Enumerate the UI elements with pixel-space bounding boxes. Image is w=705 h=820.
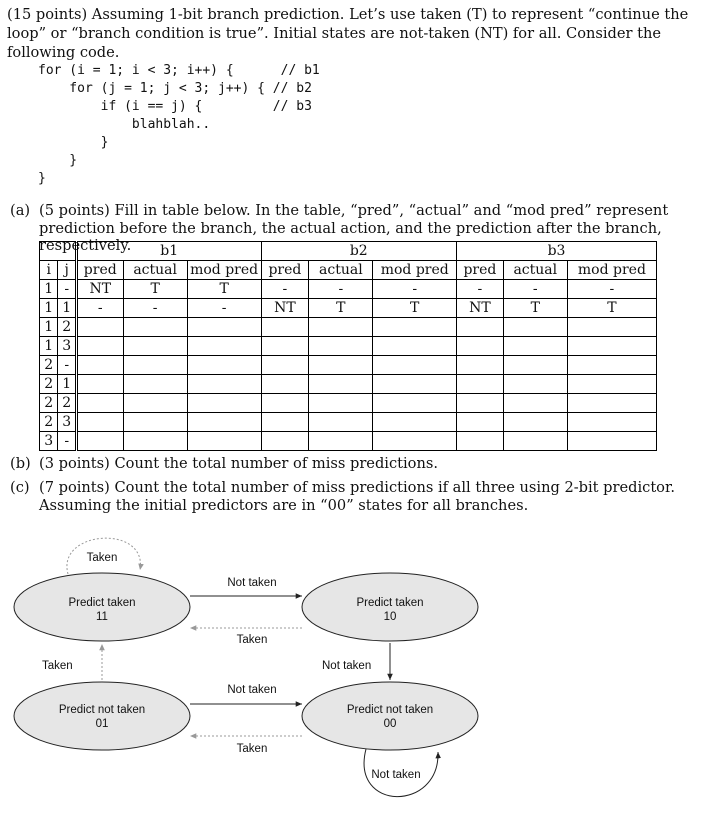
table-cell[interactable] bbox=[373, 432, 457, 451]
table-cell[interactable]: - bbox=[309, 280, 373, 299]
table-cell[interactable] bbox=[261, 318, 309, 337]
table-cell[interactable]: NT bbox=[76, 280, 123, 299]
self-loop-11-label: Taken bbox=[86, 552, 118, 564]
column-header: j bbox=[58, 261, 76, 280]
table-cell[interactable]: - bbox=[457, 280, 504, 299]
table-row bbox=[40, 299, 657, 318]
table-cell[interactable] bbox=[503, 432, 567, 451]
column-header: actual bbox=[123, 261, 187, 280]
index-cell: 2 bbox=[58, 318, 76, 337]
table-cell[interactable] bbox=[123, 356, 187, 375]
state-11-title: Predict taken bbox=[68, 597, 136, 609]
column-header: actual bbox=[309, 261, 373, 280]
table-cell[interactable] bbox=[187, 375, 261, 394]
table-cell[interactable] bbox=[76, 413, 123, 432]
table-cell[interactable] bbox=[457, 356, 504, 375]
table-cell[interactable] bbox=[187, 318, 261, 337]
table-cell[interactable] bbox=[503, 413, 567, 432]
table-cell[interactable] bbox=[567, 413, 656, 432]
state-01-ellipse bbox=[14, 682, 190, 750]
table-row bbox=[40, 356, 657, 375]
table-cell[interactable] bbox=[567, 337, 656, 356]
index-cell: 1 bbox=[40, 280, 58, 299]
group-header: b2 bbox=[261, 242, 457, 261]
table-cell[interactable] bbox=[567, 318, 656, 337]
code-line: } bbox=[38, 135, 109, 150]
column-header: pred bbox=[261, 261, 309, 280]
table-cell[interactable] bbox=[567, 375, 656, 394]
table-cell[interactable] bbox=[187, 356, 261, 375]
column-header: mod pred bbox=[187, 261, 261, 280]
transition-00-to-01-label: Taken bbox=[236, 743, 268, 755]
table-cell[interactable]: - bbox=[261, 280, 309, 299]
index-cell: - bbox=[58, 432, 76, 451]
index-cell: - bbox=[58, 280, 76, 299]
index-cell: 3 bbox=[40, 432, 58, 451]
state-00-title: Predict not taken bbox=[346, 704, 434, 716]
code-line: for (i = 1; i < 3; i++) { // b1 bbox=[38, 63, 320, 78]
table-row bbox=[40, 318, 657, 337]
table-cell[interactable] bbox=[123, 394, 187, 413]
table-cell[interactable] bbox=[261, 356, 309, 375]
table-cell[interactable] bbox=[457, 432, 504, 451]
table-cell[interactable] bbox=[76, 337, 123, 356]
index-cell: 2 bbox=[58, 394, 76, 413]
problem-intro: (15 points) Assuming 1-bit branch prediction. Let’s use taken (T) to represent “continue the loop” or “branch condition is true”. Initial states are not-taken (NT) for all. Consider the following code. bbox=[7, 6, 689, 61]
table-cell[interactable] bbox=[187, 432, 261, 451]
table-cell[interactable] bbox=[503, 375, 567, 394]
index-cell: 1 bbox=[40, 318, 58, 337]
code-block bbox=[38, 62, 320, 188]
state-diagram bbox=[0, 530, 705, 820]
table-cell[interactable] bbox=[309, 356, 373, 375]
table-cell[interactable] bbox=[261, 413, 309, 432]
table-cell[interactable]: T bbox=[503, 299, 567, 318]
index-cell: 3 bbox=[58, 413, 76, 432]
table-cell[interactable]: T bbox=[567, 299, 656, 318]
table-cell[interactable] bbox=[261, 375, 309, 394]
table-cell[interactable] bbox=[567, 432, 656, 451]
code-line: if (i == j) { // b3 bbox=[38, 99, 312, 114]
group-header: b1 bbox=[76, 242, 261, 261]
part-b-text: (3 points) Count the total number of miss predictions. bbox=[39, 455, 438, 472]
table-cell[interactable] bbox=[76, 356, 123, 375]
column-header: i bbox=[40, 261, 58, 280]
table-cell[interactable]: - bbox=[503, 280, 567, 299]
table-row bbox=[40, 394, 657, 413]
table-cell[interactable] bbox=[503, 318, 567, 337]
table-cell[interactable] bbox=[123, 432, 187, 451]
state-01-title: Predict not taken bbox=[58, 704, 146, 716]
table-row bbox=[40, 280, 657, 299]
part-a-label: (a) bbox=[10, 202, 31, 219]
table-cell[interactable]: NT bbox=[457, 299, 504, 318]
part-a-text: (5 points) Fill in table below. In the table, “pred”, “actual” and “mod pred” represent prediction before the branch, the actual action, and the prediction after the branch, respectively. bbox=[39, 202, 669, 254]
table-cell[interactable]: T bbox=[187, 280, 261, 299]
table-cell[interactable] bbox=[373, 337, 457, 356]
table-cell[interactable] bbox=[457, 413, 504, 432]
table-cell[interactable] bbox=[567, 394, 656, 413]
table-cell[interactable] bbox=[123, 413, 187, 432]
table-cell[interactable] bbox=[187, 337, 261, 356]
table-cell[interactable]: - bbox=[373, 280, 457, 299]
state-10-title: Predict taken bbox=[356, 597, 424, 609]
table-cell[interactable] bbox=[187, 413, 261, 432]
table-cell[interactable] bbox=[309, 318, 373, 337]
table-cell[interactable] bbox=[373, 413, 457, 432]
part-c-label: (c) bbox=[10, 479, 30, 496]
table-cell[interactable]: T bbox=[373, 299, 457, 318]
code-line: } bbox=[38, 171, 46, 186]
column-header: pred bbox=[76, 261, 123, 280]
index-cell: 1 bbox=[40, 299, 58, 318]
index-cell: 1 bbox=[58, 299, 76, 318]
table-cell[interactable] bbox=[309, 337, 373, 356]
column-header: mod pred bbox=[373, 261, 457, 280]
group-header-row bbox=[40, 242, 657, 261]
table-cell[interactable] bbox=[76, 432, 123, 451]
table-cell[interactable]: T bbox=[123, 280, 187, 299]
table-cell[interactable] bbox=[567, 356, 656, 375]
table-cell[interactable] bbox=[76, 375, 123, 394]
table-row bbox=[40, 432, 657, 451]
table-cell[interactable] bbox=[373, 318, 457, 337]
column-header: mod pred bbox=[567, 261, 656, 280]
table-cell[interactable] bbox=[123, 337, 187, 356]
table-row bbox=[40, 413, 657, 432]
table-cell[interactable]: - bbox=[187, 299, 261, 318]
index-cell: 3 bbox=[58, 337, 76, 356]
table-cell[interactable] bbox=[373, 356, 457, 375]
index-cell: - bbox=[58, 356, 76, 375]
table-cell[interactable]: - bbox=[567, 280, 656, 299]
transition-10-to-00-label: Not taken bbox=[322, 660, 372, 672]
index-cell: 1 bbox=[40, 337, 58, 356]
code-line: blahblah.. bbox=[38, 117, 211, 132]
state-00-code: 00 bbox=[383, 718, 397, 730]
table-cell[interactable] bbox=[457, 375, 504, 394]
table-cell[interactable] bbox=[76, 318, 123, 337]
table-cell[interactable] bbox=[187, 394, 261, 413]
transition-11-to-10-label: Not taken bbox=[227, 577, 277, 589]
transition-01-to-00-label: Not taken bbox=[227, 684, 277, 696]
prediction-table bbox=[39, 241, 657, 451]
table-cell[interactable] bbox=[123, 318, 187, 337]
table-cell[interactable] bbox=[503, 337, 567, 356]
self-loop-00-label: Not taken bbox=[371, 769, 421, 781]
table-cell[interactable] bbox=[309, 413, 373, 432]
table-cell[interactable]: NT bbox=[261, 299, 309, 318]
table-cell[interactable] bbox=[123, 375, 187, 394]
table-cell[interactable] bbox=[261, 337, 309, 356]
table-cell[interactable]: - bbox=[123, 299, 187, 318]
index-cell: 2 bbox=[40, 394, 58, 413]
code-line: } bbox=[38, 153, 78, 168]
table-cell[interactable] bbox=[309, 394, 373, 413]
table-cell[interactable]: T bbox=[309, 299, 373, 318]
part-c-text: (7 points) Count the total number of miss predictions if all three using 2-bit predictor. Assuming the initial predictors are in “00” states for all branches. bbox=[39, 479, 675, 514]
table-cell[interactable] bbox=[309, 432, 373, 451]
table-cell[interactable] bbox=[457, 318, 504, 337]
column-header: actual bbox=[503, 261, 567, 280]
part-b-label: (b) bbox=[10, 455, 31, 472]
column-header: pred bbox=[457, 261, 504, 280]
transition-01-to-11-label: Taken bbox=[42, 660, 73, 672]
table-cell[interactable] bbox=[76, 394, 123, 413]
table-cell[interactable] bbox=[373, 375, 457, 394]
code-line: for (j = 1; j < 3; j++) { // b2 bbox=[38, 81, 312, 96]
index-cell: 2 bbox=[40, 356, 58, 375]
blank-header-cell bbox=[40, 242, 77, 261]
state-01-code: 01 bbox=[95, 718, 109, 730]
transition-10-to-11-label: Taken bbox=[236, 634, 268, 646]
group-header: b3 bbox=[457, 242, 657, 261]
column-header-row bbox=[40, 261, 657, 280]
table-cell[interactable] bbox=[503, 394, 567, 413]
table-cell[interactable] bbox=[503, 356, 567, 375]
table-cell[interactable] bbox=[373, 394, 457, 413]
table-cell[interactable]: - bbox=[76, 299, 123, 318]
state-00-ellipse bbox=[302, 682, 478, 750]
table-cell[interactable] bbox=[309, 375, 373, 394]
index-cell: 2 bbox=[40, 375, 58, 394]
table-row bbox=[40, 375, 657, 394]
state-11-code: 11 bbox=[96, 611, 108, 623]
table-cell[interactable] bbox=[261, 432, 309, 451]
table-cell[interactable] bbox=[261, 394, 309, 413]
table-row bbox=[40, 337, 657, 356]
index-cell: 1 bbox=[58, 375, 76, 394]
table-cell[interactable] bbox=[457, 337, 504, 356]
index-cell: 2 bbox=[40, 413, 58, 432]
state-10-code: 10 bbox=[383, 611, 397, 623]
table-cell[interactable] bbox=[457, 394, 504, 413]
